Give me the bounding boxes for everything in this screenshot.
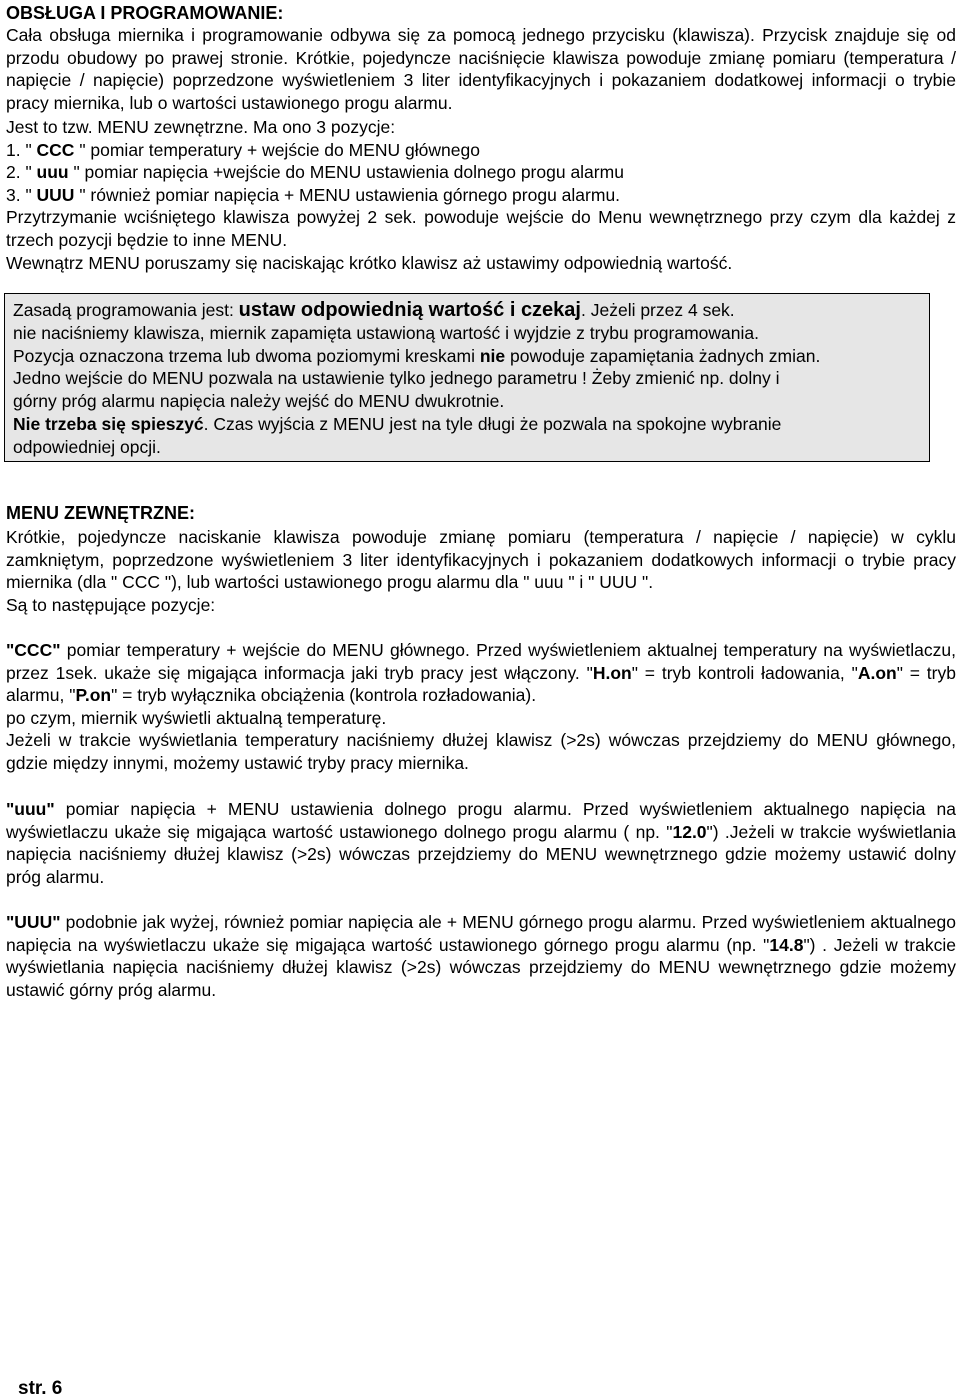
uuu-section bbox=[6, 798, 956, 888]
uuu-text: pomiar napięcia + MENU ustawienia dolnego progu alarmu. Przed wyświetleniem aktualnego napięcia na wyświetlaczu ukaże się migająca wartość ustawionego dolnego progu alarmu ( np. " bbox=[6, 799, 956, 842]
item-prefix: 2. " bbox=[6, 162, 32, 183]
positions-text: Są to następujące pozycje: bbox=[6, 594, 216, 615]
mode-code-p: P.on bbox=[75, 685, 112, 706]
item-text: " pomiar napięcia +wejście do MENU ustawienia dolnego progu alarmu bbox=[73, 162, 624, 183]
ccc-code: "CCC" bbox=[6, 640, 61, 660]
ccc-text: pomiar temperatury + wejście do MENU głównego. Przed wyświetleniem aktualnej temperatury na wyświetlaczu, przez 1sek. ukaże się migająca informacja jaki tryb pracy jest włączony. " bbox=[6, 640, 956, 683]
section-title-external-menu: MENU ZEWNĘTRZNE: bbox=[6, 503, 195, 523]
rule-text: Pozycja oznaczona trzema lub dwoma poziomymi kreskami bbox=[13, 345, 480, 366]
lower-threshold-value: 12.0 bbox=[672, 821, 707, 842]
rule-text: . Czas wyjścia z MENU jest na tyle długi że pozwala na spokojne wybranie bbox=[203, 413, 782, 434]
rule-line: odpowiedniej opcji. bbox=[13, 436, 161, 457]
page-number: str. 6 bbox=[18, 1378, 63, 1399]
rule-text: Zasadą programowania jest: bbox=[13, 300, 239, 320]
item-code: CCC bbox=[31, 139, 80, 160]
programming-intro bbox=[6, 24, 956, 114]
external-menu-intro bbox=[6, 526, 956, 616]
section-title-programming: OBSŁUGA I PROGRAMOWANIE: bbox=[6, 3, 284, 23]
item-code: UUU bbox=[31, 184, 80, 205]
external-menu-list bbox=[6, 116, 956, 206]
ccc-text: " = tryb kontroli ładowania, " bbox=[631, 662, 858, 683]
uuu-text: ") .Jeżeli w trakcie wyświetlania napięcia naciśniemy dłużej klawisz (>2s) wówczas przejdziemy do MENU wewnętrznego gdzie możemy ustawić dolny próg alarmu. bbox=[6, 821, 956, 887]
rule-line: nie naciśniemy klawisza, miernik zapamięta ustawioną wartość i wyjdzie z trybu programowania. bbox=[13, 322, 759, 343]
intro-text: Krótkie, pojedyncze naciskanie klawisza powoduje zmianę pomiaru (temperatura / napięcie / napięcie) w cyklu zamkniętym, poprzedzone wyświetleniem 3 liter identyfikacyjnych i pokazaniem dodatkowych informacji o trybie pracy miernika (dla " CCC "), lub wartości ustawionego progu alarmu dla " uuu " i " UUU ". bbox=[6, 527, 956, 593]
hold-text: Przytrzymanie wciśniętego klawisza powyżej 2 sek. powoduje wejście do Menu wewnętrznego przy czym dla każdej z trzech pozycji będzie to inne MENU. bbox=[6, 207, 956, 250]
menu-item-ccc bbox=[6, 139, 956, 162]
ccc-then: po czym, miernik wyświetli aktualną temperaturę. bbox=[6, 707, 387, 728]
inside-text: Wewnątrz MENU poruszamy się naciskając krótko klawisz aż ustawimy odpowiednią wartość. bbox=[6, 253, 733, 273]
menu-item-UUU bbox=[6, 184, 956, 207]
UUU-text: podobnie jak wyżej, również pomiar napięcia ale + MENU górnego progu alarmu. Przed wyświetleniem aktualnego napięcia na wyświetlaczu ukaże się migająca wartość ustawionego górnego progu alarmu (np. " bbox=[6, 912, 956, 955]
ccc-text: " = tryb wyłącznika obciążenia (kontrola rozładowania). bbox=[111, 685, 537, 706]
programming-rules-box bbox=[4, 293, 930, 462]
mode-code-h: H.on bbox=[592, 662, 632, 683]
rule-line: Jedno wejście do MENU pozwala na ustawienie tylko jednego parametru ! Żeby zmienić np. dolny i bbox=[13, 368, 780, 389]
rule-emphasis: nie bbox=[479, 345, 506, 366]
rule-line: górny próg alarmu napięcia należy wejść do MENU dwukrotnie. bbox=[13, 391, 505, 412]
rule-text: . Jeżeli przez 4 sek. bbox=[581, 300, 735, 320]
rule-line bbox=[13, 413, 925, 436]
item-text: " również pomiar napięcia + MENU ustawienia górnego progu alarmu. bbox=[79, 184, 621, 205]
item-text: " pomiar temperatury + wejście do MENU głównego bbox=[79, 139, 480, 160]
ccc-text: " = tryb alarmu, " bbox=[6, 662, 956, 706]
uuu-paragraph bbox=[6, 798, 956, 888]
item-prefix: 1. " bbox=[6, 139, 32, 160]
hold-paragraph bbox=[6, 206, 956, 251]
ccc-section bbox=[6, 639, 956, 775]
upper-threshold-value: 14.8 bbox=[769, 934, 804, 955]
item-code: uuu bbox=[31, 162, 74, 183]
rule-emphasis: Nie trzeba się spieszyć bbox=[13, 413, 204, 434]
intro-paragraph: Cała obsługa miernika i programowanie odbywa się za pomocą jednego przycisku (klawisza). Przycisk znajduje się od przodu obudowy po prawej stronie. Krótkie, pojedyncze naciśnięcie klawisza powoduje zmianę pomiaru (temperatura / napięcie / napięcie) poprzedzone wyświetleniem 3 liter identyfikacyjnych i pokazaniem dodatkowej informacji o trybie pracy miernika, lub o wartości ustawionego progu alarmu. bbox=[6, 25, 956, 113]
rule-line bbox=[13, 299, 925, 322]
ccc-paragraph bbox=[6, 639, 956, 707]
rule-line bbox=[13, 345, 925, 368]
inside-paragraph bbox=[6, 252, 956, 275]
menu-line: Jest to tzw. MENU zewnętrzne. Ma ono 3 pozycje: bbox=[6, 117, 396, 137]
rules-content bbox=[13, 299, 925, 459]
uuu-code: "uuu" bbox=[6, 799, 55, 819]
item-prefix: 3. " bbox=[6, 184, 32, 205]
menu-item-uuu bbox=[6, 161, 956, 184]
UUU-code: "UUU" bbox=[6, 912, 61, 932]
rule-emphasis: ustaw odpowiednią wartość i czekaj bbox=[238, 299, 581, 321]
UUU-paragraph bbox=[6, 911, 956, 1001]
UUU-text: ") . Jeżeli w trakcie wyświetlania napięcia naciśniemy dłużej klawisz (>2s) wówczas przejdziemy do MENU wewnętrznego gdzie możemy ustawić górny próg alarmu. bbox=[6, 934, 956, 1000]
UUU-section bbox=[6, 911, 956, 1001]
mode-code-a: A.on bbox=[857, 662, 897, 683]
rule-text: powoduje zapamiętania żadnych zmian. bbox=[505, 345, 821, 366]
ccc-hold: Jeżeli w trakcie wyświetlania temperatury naciśniemy dłużej klawisz (>2s) wówczas przejdziemy do MENU głównego, gdzie między innymi, możemy ustawić tryby pracy miernika. bbox=[6, 730, 956, 773]
